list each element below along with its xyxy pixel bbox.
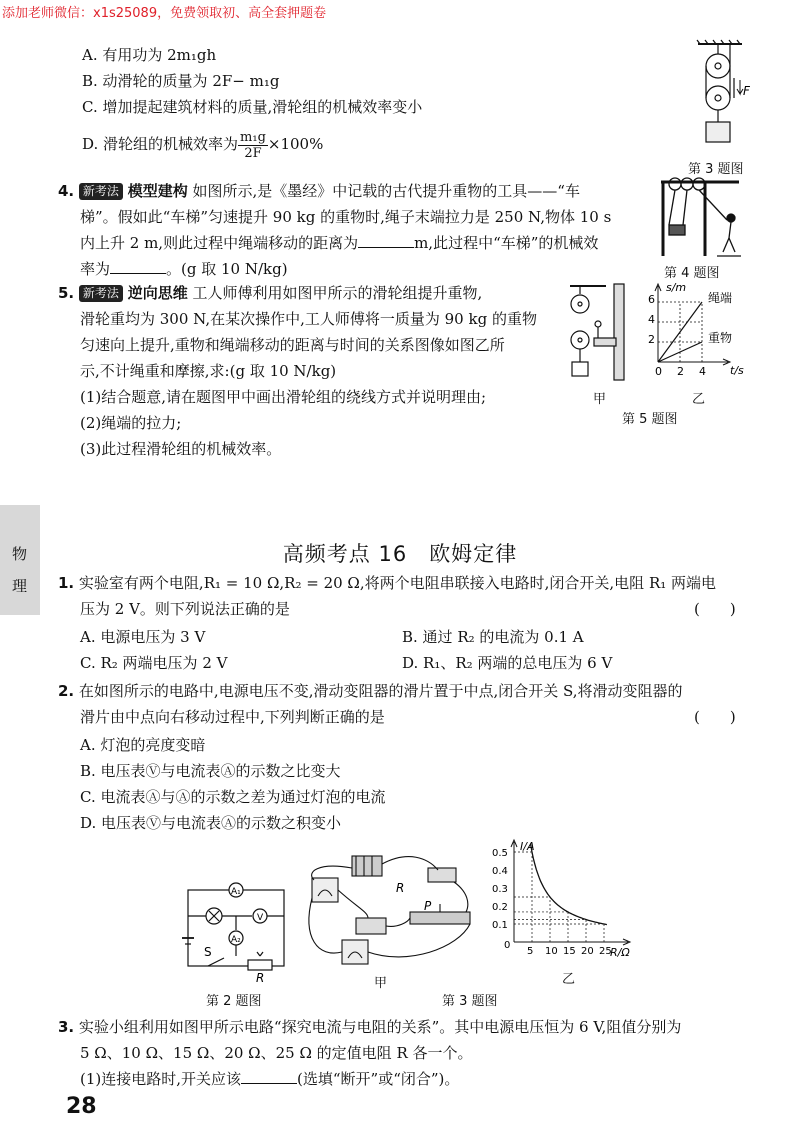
s2-circuit-r: R bbox=[256, 971, 265, 985]
q5-graph-xtick-2: 2 bbox=[677, 365, 684, 378]
q5-distance-time-graph bbox=[636, 282, 756, 382]
q5-new-method-tag: 新考法 bbox=[79, 285, 123, 302]
q5-graph-xtick-0: 0 bbox=[655, 365, 662, 378]
s3-graph-curve bbox=[531, 844, 607, 924]
s3-graph-ytick-1: 0.2 bbox=[492, 902, 508, 913]
s3-graph-xtick-3: 20 bbox=[581, 946, 594, 957]
s1-line-1 bbox=[58, 572, 716, 594]
s3-graph-ytick-0: 0.1 bbox=[492, 920, 508, 931]
q3-option-d bbox=[82, 126, 323, 162]
s2-circuit-figure bbox=[178, 876, 298, 984]
s2-option-d: D. 电压表Ⓥ与电流表Ⓐ的示数之积变小 bbox=[80, 814, 342, 832]
watermark-text: 添加老师微信：x1s25089，免费领取初、高全套押题卷 bbox=[2, 6, 327, 21]
q4-text-3a: 内上升 2 m,则此过程中绳端移动的距离为 bbox=[80, 234, 359, 252]
s3-graph-ytick-4: 0.5 bbox=[492, 848, 508, 859]
q3-option-c: C. 增加提起建筑材料的质量,滑轮组的机械效率变小 bbox=[82, 98, 423, 116]
q3-option-d-suffix: ×100% bbox=[267, 135, 324, 153]
s3-graph-xtick-4: 25 bbox=[599, 946, 612, 957]
s2-option-a: A. 灯泡的亮度变暗 bbox=[80, 736, 206, 754]
s3-fig-p-label: P bbox=[424, 899, 432, 913]
side-tab-char-2: 理 bbox=[12, 577, 28, 595]
s3-current-resistance-graph bbox=[478, 838, 658, 968]
s3-line-1 bbox=[58, 1016, 681, 1038]
s2-answer-paren[interactable]: ( ) bbox=[694, 708, 736, 726]
q3-fraction bbox=[238, 130, 268, 161]
q4-new-method-tag: 新考法 bbox=[79, 183, 123, 200]
q5-line-1 bbox=[58, 282, 482, 304]
q3-fraction-den: 2F bbox=[244, 145, 262, 161]
s2-line-1 bbox=[58, 680, 683, 702]
s3-graph-xlabel: R/Ω bbox=[610, 946, 630, 959]
s3-figure-yi-label: 乙 bbox=[562, 972, 576, 987]
q5-number: 5. bbox=[58, 284, 75, 302]
s3-graph-ytick-2: 0.3 bbox=[492, 884, 508, 895]
q5-sub-3: (3)此过程滑轮组的机械效率。 bbox=[80, 440, 282, 458]
q4-method-name: 模型建构 bbox=[127, 182, 188, 200]
q5-graph-xlabel: t/s bbox=[730, 364, 744, 377]
s3-apparatus-figure bbox=[298, 848, 478, 972]
q5-figure-yi-label: 乙 bbox=[692, 392, 706, 407]
q4-line-4 bbox=[80, 258, 288, 280]
q4-line-3 bbox=[80, 232, 598, 254]
q5-graph-ylabel: s/m bbox=[666, 281, 687, 294]
s3-text-2: 5 Ω、10 Ω、15 Ω、20 Ω、25 Ω 的定值电阻 R 各一个。 bbox=[80, 1044, 473, 1062]
q5-text-3: 匀速向上提升,重物和绳端移动的距离与时间的关系图像如图乙所 bbox=[80, 336, 505, 354]
q5-text-4: 示,不计绳重和摩擦,求:(g 取 10 N/kg) bbox=[80, 362, 337, 380]
q3-option-b: B. 动滑轮的质量为 2F− m₁g bbox=[82, 72, 280, 90]
q5-figure-caption: 第 5 题图 bbox=[622, 412, 678, 427]
s3-graph-xtick-2: 15 bbox=[563, 946, 576, 957]
page-number: 28 bbox=[66, 1094, 97, 1119]
s1-text-1: 实验室有两个电阻,R₁ = 10 Ω,R₂ = 20 Ω,将两个电阻串联接入电路时,闭合开关,电阻 R₁ 两端电 bbox=[78, 574, 717, 592]
s1-text-2: 压为 2 V。则下列说法正确的是 bbox=[80, 600, 290, 618]
s2-option-c: C. 电流表Ⓐ与Ⓐ的示数之差为通过灯泡的电流 bbox=[80, 788, 386, 806]
s2-text-1: 在如图所示的电路中,电源电压不变,滑动变阻器的滑片置于中点,闭合开关 S,将滑动变阻器的 bbox=[78, 682, 683, 700]
s3-fig-r-label: R bbox=[396, 881, 405, 895]
s3-sub-1 bbox=[80, 1068, 459, 1090]
q5-graph-ytick-6: 6 bbox=[648, 293, 655, 306]
s2-option-b: B. 电压表Ⓥ与电流表Ⓐ的示数之比变大 bbox=[80, 762, 341, 780]
q4-text-4b: 。(g 取 10 N/kg) bbox=[166, 260, 288, 278]
q4-line-1 bbox=[58, 180, 580, 202]
q4-text-3b: m,此过程中“车梯”的机械效 bbox=[414, 234, 599, 252]
q5-graph-ytick-4: 4 bbox=[648, 313, 655, 326]
q3-option-d-prefix: D. 滑轮组的机械效率为 bbox=[82, 135, 239, 153]
q5-sub-1: (1)结合题意,请在题图甲中画出滑轮组的绕线方式并说明理由; bbox=[80, 388, 487, 406]
s1-option-a: A. 电源电压为 3 V bbox=[80, 628, 206, 646]
s1-option-b: B. 通过 R₂ 的电流为 0.1 A bbox=[402, 628, 584, 646]
s3-graph-ytick-3: 0.4 bbox=[492, 866, 508, 877]
s1-number: 1. bbox=[58, 574, 75, 592]
q5-graph-xtick-4: 4 bbox=[699, 365, 706, 378]
q4-blank-efficiency[interactable] bbox=[110, 259, 166, 274]
s2-circuit-a1: A₁ bbox=[231, 887, 241, 897]
q5-figure-jia-label: 甲 bbox=[593, 392, 607, 407]
s3-figure-jia-label: 甲 bbox=[374, 976, 388, 991]
s2-number: 2. bbox=[58, 682, 75, 700]
q3-figure-caption: 第 3 题图 bbox=[688, 162, 744, 177]
s3-graph-origin: 0 bbox=[504, 940, 511, 951]
q4-figure-caption: 第 4 题图 bbox=[664, 266, 720, 281]
s2-circuit-v: V bbox=[257, 913, 264, 923]
q5-graph-weight-label: 重物 bbox=[708, 331, 733, 345]
s3-blank-switch[interactable] bbox=[241, 1069, 297, 1084]
s3-sub-1b: (选填“断开”或“闭合”)。 bbox=[297, 1070, 460, 1088]
q4-blank-distance[interactable] bbox=[358, 233, 414, 248]
s1-answer-paren[interactable]: ( ) bbox=[694, 600, 736, 618]
q3-pulley-figure bbox=[690, 40, 750, 150]
side-tab-char-1: 物 bbox=[12, 545, 28, 563]
s1-option-c: C. R₂ 两端电压为 2 V bbox=[80, 654, 228, 672]
s3-figure-caption: 第 3 题图 bbox=[442, 994, 498, 1009]
q4-text-2: 梯”。假如此“车梯”匀速提升 90 kg 的重物时,绳子末端拉力是 250 N,物体 10 s bbox=[80, 208, 612, 226]
s2-circuit-s: S bbox=[204, 945, 212, 959]
q5-graph-ytick-2: 2 bbox=[648, 333, 655, 346]
q5-sub-2: (2)绳端的拉力; bbox=[80, 414, 182, 432]
s2-text-2: 滑片由中点向右移动过程中,下列判断正确的是 bbox=[80, 708, 385, 726]
q4-number: 4. bbox=[58, 182, 75, 200]
s2-figure-caption: 第 2 题图 bbox=[206, 994, 262, 1009]
section-title: 高频考点 16 欧姆定律 bbox=[282, 542, 518, 566]
s3-graph-xtick-1: 10 bbox=[545, 946, 558, 957]
s3-sub-1a: (1)连接电路时,开关应该 bbox=[80, 1070, 242, 1088]
s3-graph-xtick-0: 5 bbox=[527, 946, 534, 957]
q5-pulley-figure bbox=[566, 284, 630, 384]
q3-option-a: A. 有用功为 2m₁gh bbox=[82, 46, 217, 64]
s2-circuit-a2: A₂ bbox=[231, 935, 241, 945]
s1-option-d: D. R₁、R₂ 两端的总电压为 6 V bbox=[402, 654, 613, 672]
q5-text-1: 工人师傅利用如图甲所示的滑轮组提升重物, bbox=[192, 284, 483, 302]
q4-car-ladder-figure bbox=[655, 170, 745, 260]
q3-force-label: F bbox=[743, 84, 750, 98]
q5-text-2: 滑轮重均为 300 N,在某次操作中,工人师傅将一质量为 90 kg 的重物 bbox=[80, 310, 537, 328]
s3-text-1: 实验小组利用如图甲所示电路“探究电流与电阻的关系”。其中电源电压恒为 6 V,阻值分别为 bbox=[78, 1018, 682, 1036]
q5-graph-rope-label: 绳端 bbox=[708, 291, 733, 305]
s3-graph-ylabel: I/A bbox=[520, 840, 535, 853]
q3-fraction-num: m₁g bbox=[240, 129, 266, 145]
s3-number: 3. bbox=[58, 1018, 75, 1036]
q4-text-1: 如图所示,是《墨经》中记载的古代提升重物的工具——“车 bbox=[192, 182, 580, 200]
q5-method-name: 逆向思维 bbox=[127, 284, 188, 302]
q4-text-4a: 率为 bbox=[80, 260, 111, 278]
